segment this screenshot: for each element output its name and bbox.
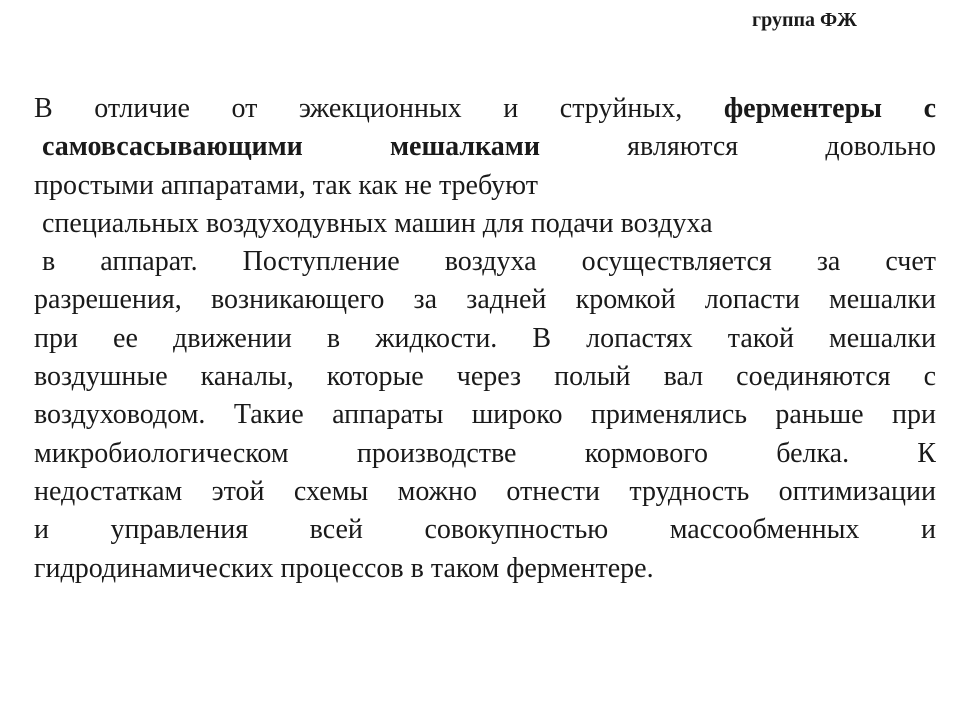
text-line-2-regular: являются довольно (627, 131, 936, 163)
text-line-4: специальных воздуходувных машин для подачи воздуха (42, 207, 713, 239)
text-line-2 (34, 128, 936, 166)
text-line-7: при ее движении в жидкости. В лопастях такой мешалки (34, 322, 936, 354)
text-line-12: и управления всей совокупностью массообменных и (34, 514, 936, 546)
body-paragraph (34, 90, 936, 588)
text-line-5: в аппарат. Поступление воздуха осуществляется за счет (42, 246, 936, 278)
text-line-3: простыми аппаратами, так как не требуют (34, 169, 538, 201)
text-line-6: разрешения, возникающего за задней кромкой лопасти мешалки (34, 284, 936, 316)
text-line-1-bold: ферментеры с (723, 93, 936, 124)
text-line-1 (34, 90, 936, 128)
text-line-9: воздуховодом. Такие аппараты широко применялись раньше при (34, 399, 936, 431)
text-line-2-bold: самовсасывающими мешалками (42, 131, 540, 163)
text-line-1-regular: В отличие от эжекционных и струйных, (34, 93, 683, 124)
text-line-8: воздушные каналы, которые через полый вал соединяются с (34, 361, 936, 393)
text-line-10: микробиологическом производстве кормового белка. К (34, 437, 936, 469)
text-line-13: гидродинамических процессов в таком ферментере. (34, 552, 654, 584)
group-label: группа ФЖ (752, 9, 857, 31)
text-line-11: недостаткам этой схемы можно отнести трудность оптимизации (34, 475, 936, 507)
